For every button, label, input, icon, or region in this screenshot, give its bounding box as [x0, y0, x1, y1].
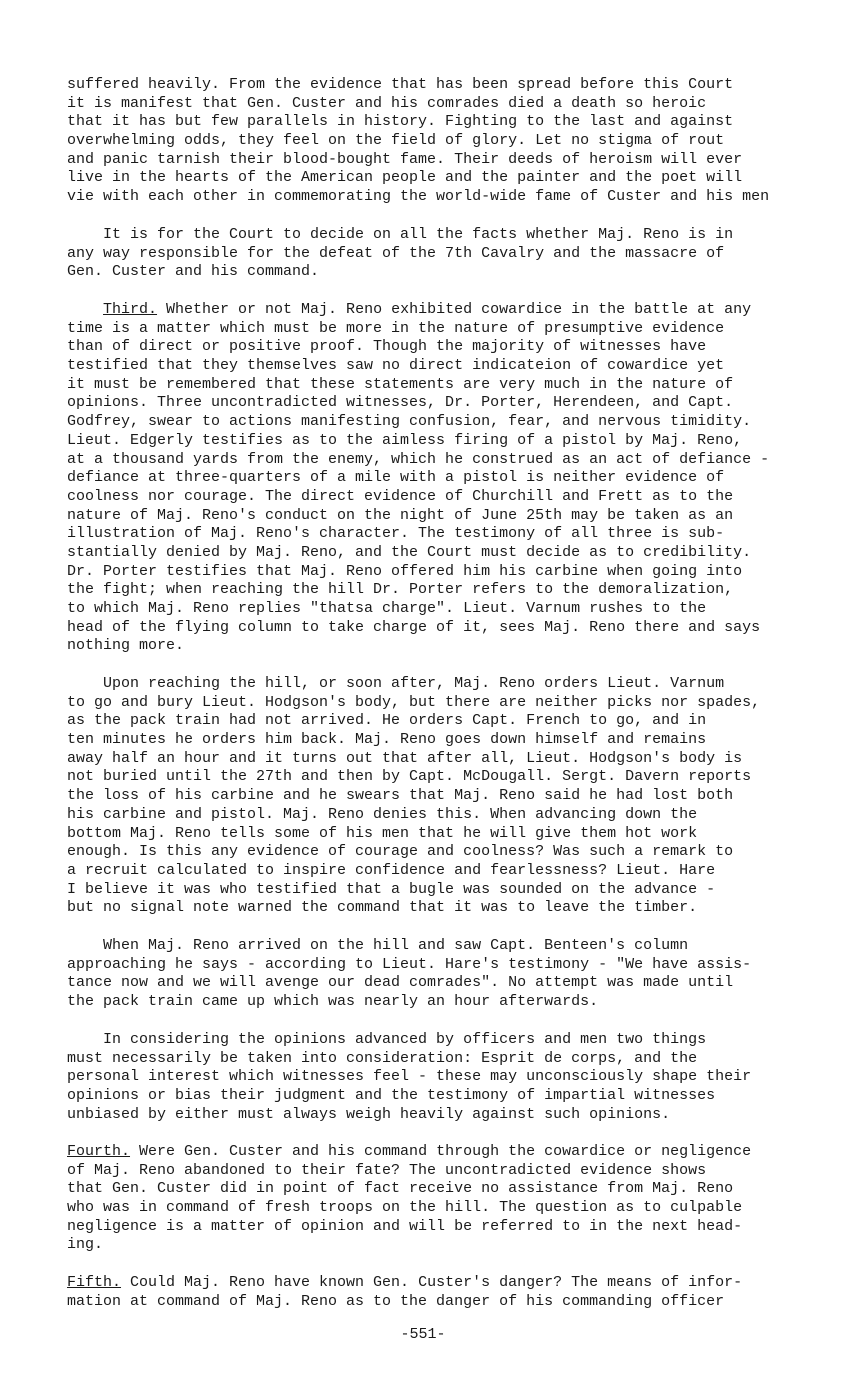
paragraph-third	[67, 301, 827, 656]
text-line: coolness nor courage. The direct evidence of Churchill and Frett as to the	[67, 487, 734, 505]
text-line: mation at command of Maj. Reno as to the danger of his commanding officer	[67, 1292, 725, 1310]
text-line: It is for the Court to decide on all the facts whether Maj. Reno is in	[67, 226, 734, 243]
paragraph-6	[67, 1031, 827, 1124]
text-line: bottom Maj. Reno tells some of his men that he will give them hot work	[67, 824, 698, 842]
text-line: it is manifest that Gen. Custer and his comrades died a death so heroic	[67, 94, 707, 112]
text-line: illustration of Maj. Reno's character. The testimony of all three is sub-	[67, 525, 725, 543]
paragraph-2	[67, 226, 827, 282]
text-line: ten minutes he orders him back. Maj. Reno goes down himself and remains	[67, 731, 707, 749]
text-line: that it has but few parallels in history. Fighting to the last and against	[67, 113, 734, 131]
text-line: as the pack train had not arrived. He orders Capt. French to go, and in	[67, 712, 707, 730]
text-line: Were Gen. Custer and his command through the cowardice or negligence	[130, 1143, 752, 1160]
text-line: of Maj. Reno abandoned to their fate? The uncontradicted evidence shows	[67, 1161, 707, 1179]
text-line: to go and bury Lieut. Hodgson's body, but there are neither picks nor spades,	[67, 693, 761, 711]
text-line: but no signal note warned the command that it was to leave the timber.	[67, 899, 698, 917]
paragraph-4	[67, 675, 827, 918]
section-heading-fourth: Fourth.	[67, 1143, 131, 1160]
text-line: than of direct or positive proof. Though the majority of witnesses have	[67, 338, 707, 356]
text-line: the fight; when reaching the hill Dr. Porter refers to the demoralization,	[67, 581, 734, 599]
text-line: and panic tarnish their blood-bought fame. Their deeds of heroism will ever	[67, 150, 743, 168]
text-line: opinions. Three uncontradicted witnesses, Dr. Porter, Herendeen, and Capt.	[67, 394, 734, 412]
text-line: to which Maj. Reno replies "thatsa charge". Lieut. Varnum rushes to the	[67, 600, 707, 617]
text-line: at a thousand yards from the enemy, which he construed as an act of defiance -	[67, 450, 770, 468]
text-line: testified that they themselves saw no direct indicateion of cowardice yet	[67, 357, 725, 375]
paragraph-1	[67, 76, 827, 207]
text-line: who was in command of fresh troops on the hill. The question as to culpable	[67, 1199, 743, 1217]
text-line: In considering the opinions advanced by officers and men two things	[67, 1031, 707, 1048]
text-line: the pack train came up which was nearly an hour afterwards.	[67, 993, 599, 1011]
text-line: defiance at three-quarters of a mile with a pistol is neither evidence of	[67, 469, 725, 487]
text-line: nature of Maj. Reno's conduct on the night of June 25th may be taken as an	[67, 506, 734, 524]
text-line: unbiased by either must always weigh heavily against such opinions.	[67, 1105, 671, 1123]
text-line: personal interest which witnesses feel - these may unconsciously shape their	[67, 1068, 752, 1086]
paragraph-5	[67, 937, 827, 1012]
text-line: Upon reaching the hill, or soon after, Maj. Reno orders Lieut. Varnum	[67, 675, 725, 692]
text-line: When Maj. Reno arrived on the hill and saw Capt. Benteen's column	[67, 937, 689, 954]
text-line: enough. Is this any evidence of courage and coolness? Was such a remark to	[67, 843, 734, 861]
text-line: Lieut. Edgerly testifies as to the aimless firing of a pistol by Maj. Reno,	[67, 431, 743, 449]
text-line: I believe it was who testified that a bugle was sounded on the advance -	[67, 880, 716, 898]
text-line: ing.	[67, 1236, 104, 1254]
text-line: not buried until the 27th and then by Capt. McDougall. Sergt. Davern reports	[67, 768, 752, 786]
text-line: the loss of his carbine and he swears that Maj. Reno said he had lost both	[67, 787, 734, 805]
text-line: must necessarily be taken into consideration: Esprit de corps, and the	[67, 1049, 698, 1067]
text-line: Could Maj. Reno have known Gen. Custer's danger? The means of infor-	[121, 1274, 743, 1291]
text-line: it must be remembered that these statements are very much in the nature of	[67, 375, 734, 393]
text-line: that Gen. Custer did in point of fact receive no assistance from Maj. Reno	[67, 1180, 734, 1198]
text-line: approaching he says - according to Lieut. Hare's testimony - "We have assis-	[67, 955, 752, 973]
text-line: Gen. Custer and his command.	[67, 263, 320, 281]
text-line: suffered heavily. From the evidence that has been spread before this Court	[67, 76, 734, 93]
text-line: Dr. Porter testifies that Maj. Reno offered him his carbine when going into	[67, 562, 743, 580]
text-line: nothing more.	[67, 637, 185, 655]
text-line: any way responsible for the defeat of the 7th Cavalry and the massacre of	[67, 244, 725, 262]
text-line: negligence is a matter of opinion and will be referred to in the next head-	[67, 1217, 743, 1235]
text-line: head of the flying column to take charge of it, sees Maj. Reno there and says	[67, 618, 761, 636]
text-line: a recruit calculated to inspire confidence and fearlessness? Lieut. Hare	[67, 861, 716, 879]
paragraph-fourth	[67, 1143, 827, 1255]
text-line: Whether or not Maj. Reno exhibited cowardice in the battle at any	[157, 301, 752, 318]
text-line: time is a matter which must be more in the nature of presumptive evidence	[67, 319, 725, 337]
text-line: tance now and we will avenge our dead comrades". No attempt was made until	[67, 974, 734, 992]
text-line: vie with each other in commemorating the world-wide fame of Custer and his men	[67, 188, 770, 206]
page-number: -551-	[400, 1326, 446, 1343]
section-heading-third: Third.	[103, 301, 158, 318]
paragraph-fifth	[67, 1274, 827, 1311]
text-line: Godfrey, swear to actions manifesting confusion, fear, and nervous timidity.	[67, 413, 752, 431]
text-line: live in the hearts of the American people and the painter and the poet will	[67, 169, 743, 187]
text-line: overwhelming odds, they feel on the field of glory. Let no stigma of rout	[67, 132, 725, 150]
text-line: away half an hour and it turns out that after all, Lieut. Hodgson's body is	[67, 749, 743, 767]
section-heading-fifth: Fifth.	[67, 1274, 122, 1291]
text-line: his carbine and pistol. Maj. Reno denies this. When advancing down the	[67, 805, 698, 823]
text-line: opinions or bias their judgment and the testimony of impartial witnesses	[67, 1087, 716, 1105]
text-line: stantially denied by Maj. Reno, and the Court must decide as to credibility.	[67, 543, 752, 561]
